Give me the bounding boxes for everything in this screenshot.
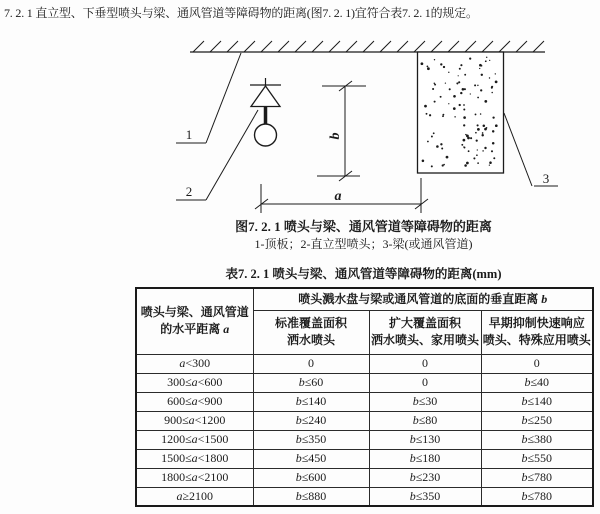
header-extended-coverage-line2: 洒水喷头、家用喷头: [370, 333, 479, 347]
table-cell: 1800≤a<2100: [136, 468, 253, 487]
label3-text: 3: [542, 171, 550, 186]
sprinkler-symbol: [250, 78, 281, 146]
header-horizontal-distance-line2: 的水平距离 a: [160, 322, 230, 337]
table-cell: b≤140: [481, 392, 593, 411]
beam-shape: [418, 52, 504, 173]
table-cell: 0: [481, 354, 593, 373]
sprinkler-frame-triangle: [251, 86, 280, 107]
table-cell: 0: [369, 354, 481, 373]
table-cell: b≤180: [369, 449, 481, 468]
table-cell: 1200≤a<1500: [136, 430, 253, 449]
header-horizontal-distance-line1: 喷头与梁、通风管道: [140, 304, 249, 319]
table-row: [136, 468, 593, 487]
table-cell: b≤600: [253, 468, 369, 487]
table-cell: 0: [369, 373, 481, 392]
table-cell: b≤880: [253, 487, 369, 506]
header-horizontal-distance: [136, 288, 253, 354]
table-header: [136, 288, 593, 354]
sprinkler-body-circle: [255, 124, 277, 146]
table-cell: b≤380: [481, 430, 593, 449]
table-cell: b≤80: [369, 411, 481, 430]
table-row: [136, 411, 593, 430]
table-cell: a<300: [136, 354, 253, 373]
header-standard-coverage: [253, 310, 369, 354]
intro-paragraph: 7. 2. 1 直立型、下垂型喷头与梁、通风管道等障碍物的距离(图7. 2. 1)宜符合表7. 2. 1的规定。: [4, 6, 478, 20]
table-cell: 900≤a<1200: [136, 411, 253, 430]
ref-label-ceiling: [176, 53, 241, 143]
header-standard-coverage-line1: 标准覆盖面积: [274, 315, 347, 330]
table-cell: b≤350: [369, 487, 481, 506]
table-cell: 1500≤a<1800: [136, 449, 253, 468]
header-vertical-distance-group: 喷头溅水盘与梁或通风管道的底面的垂直距离 b: [253, 288, 593, 310]
table-cell: b≤130: [369, 430, 481, 449]
table-cell: b≤250: [481, 411, 593, 430]
header-esfr-special-line2: 喷头、特殊应用喷头: [482, 333, 591, 347]
label1-leader-line: [206, 53, 241, 143]
figure-legend: 1-顶板；2-直立型喷头；3-梁(或通风管道): [254, 237, 473, 251]
header-extended-coverage: [369, 310, 481, 354]
table-row: [136, 354, 593, 373]
header-esfr-special-line1: 早期抑制快速响应: [488, 315, 585, 330]
table-cell: b≤30: [369, 392, 481, 411]
table-cell: 600≤a<900: [136, 392, 253, 411]
header-standard-coverage-line2: 洒水喷头: [286, 333, 335, 347]
dim-a-label: a: [334, 189, 342, 204]
table-cell: 300≤a<600: [136, 373, 253, 392]
table-row: [136, 430, 593, 449]
table-cell: b≤550: [481, 449, 593, 468]
distance-table: [135, 287, 594, 507]
dim-b-label: b: [328, 132, 343, 140]
table-caption: 表7. 2. 1 喷头与梁、通风管道等障碍物的距离(mm): [225, 267, 502, 281]
ref-label-beam: [504, 113, 558, 186]
label2-text: 2: [185, 184, 193, 199]
table-cell: b≤60: [253, 373, 369, 392]
table-cell: b≤240: [253, 411, 369, 430]
table-row: [136, 449, 593, 468]
table-cell: a≥2100: [136, 487, 253, 506]
ceiling-hatch: [193, 41, 544, 52]
table-cell: b≤230: [369, 468, 481, 487]
header-row-1: [136, 288, 593, 310]
table-cell: 0: [253, 354, 369, 373]
header-esfr-special: [481, 310, 593, 354]
table-body: [136, 354, 593, 506]
table-row: [136, 392, 593, 411]
table-cell: b≤450: [253, 449, 369, 468]
ref-label-sprinkler: [176, 110, 258, 200]
table-cell: b≤780: [481, 487, 593, 506]
table-row: [136, 487, 593, 506]
label3-leader-line: [504, 113, 532, 186]
table-cell: b≤780: [481, 468, 593, 487]
beam-outline: [418, 52, 504, 173]
label1-text: 1: [185, 127, 193, 142]
table-cell: b≤140: [253, 392, 369, 411]
dimension-a: [255, 178, 428, 213]
figure-caption: 图7. 2. 1 喷头与梁、通风管道等障碍物的距离: [235, 219, 492, 234]
table-cell: b≤350: [253, 430, 369, 449]
table-row: [136, 373, 593, 392]
header-extended-coverage-line1: 扩大覆盖面积: [388, 315, 461, 330]
table-cell: b≤40: [481, 373, 593, 392]
dimension-b: [317, 81, 366, 181]
figure-diagram: [0, 0, 600, 215]
